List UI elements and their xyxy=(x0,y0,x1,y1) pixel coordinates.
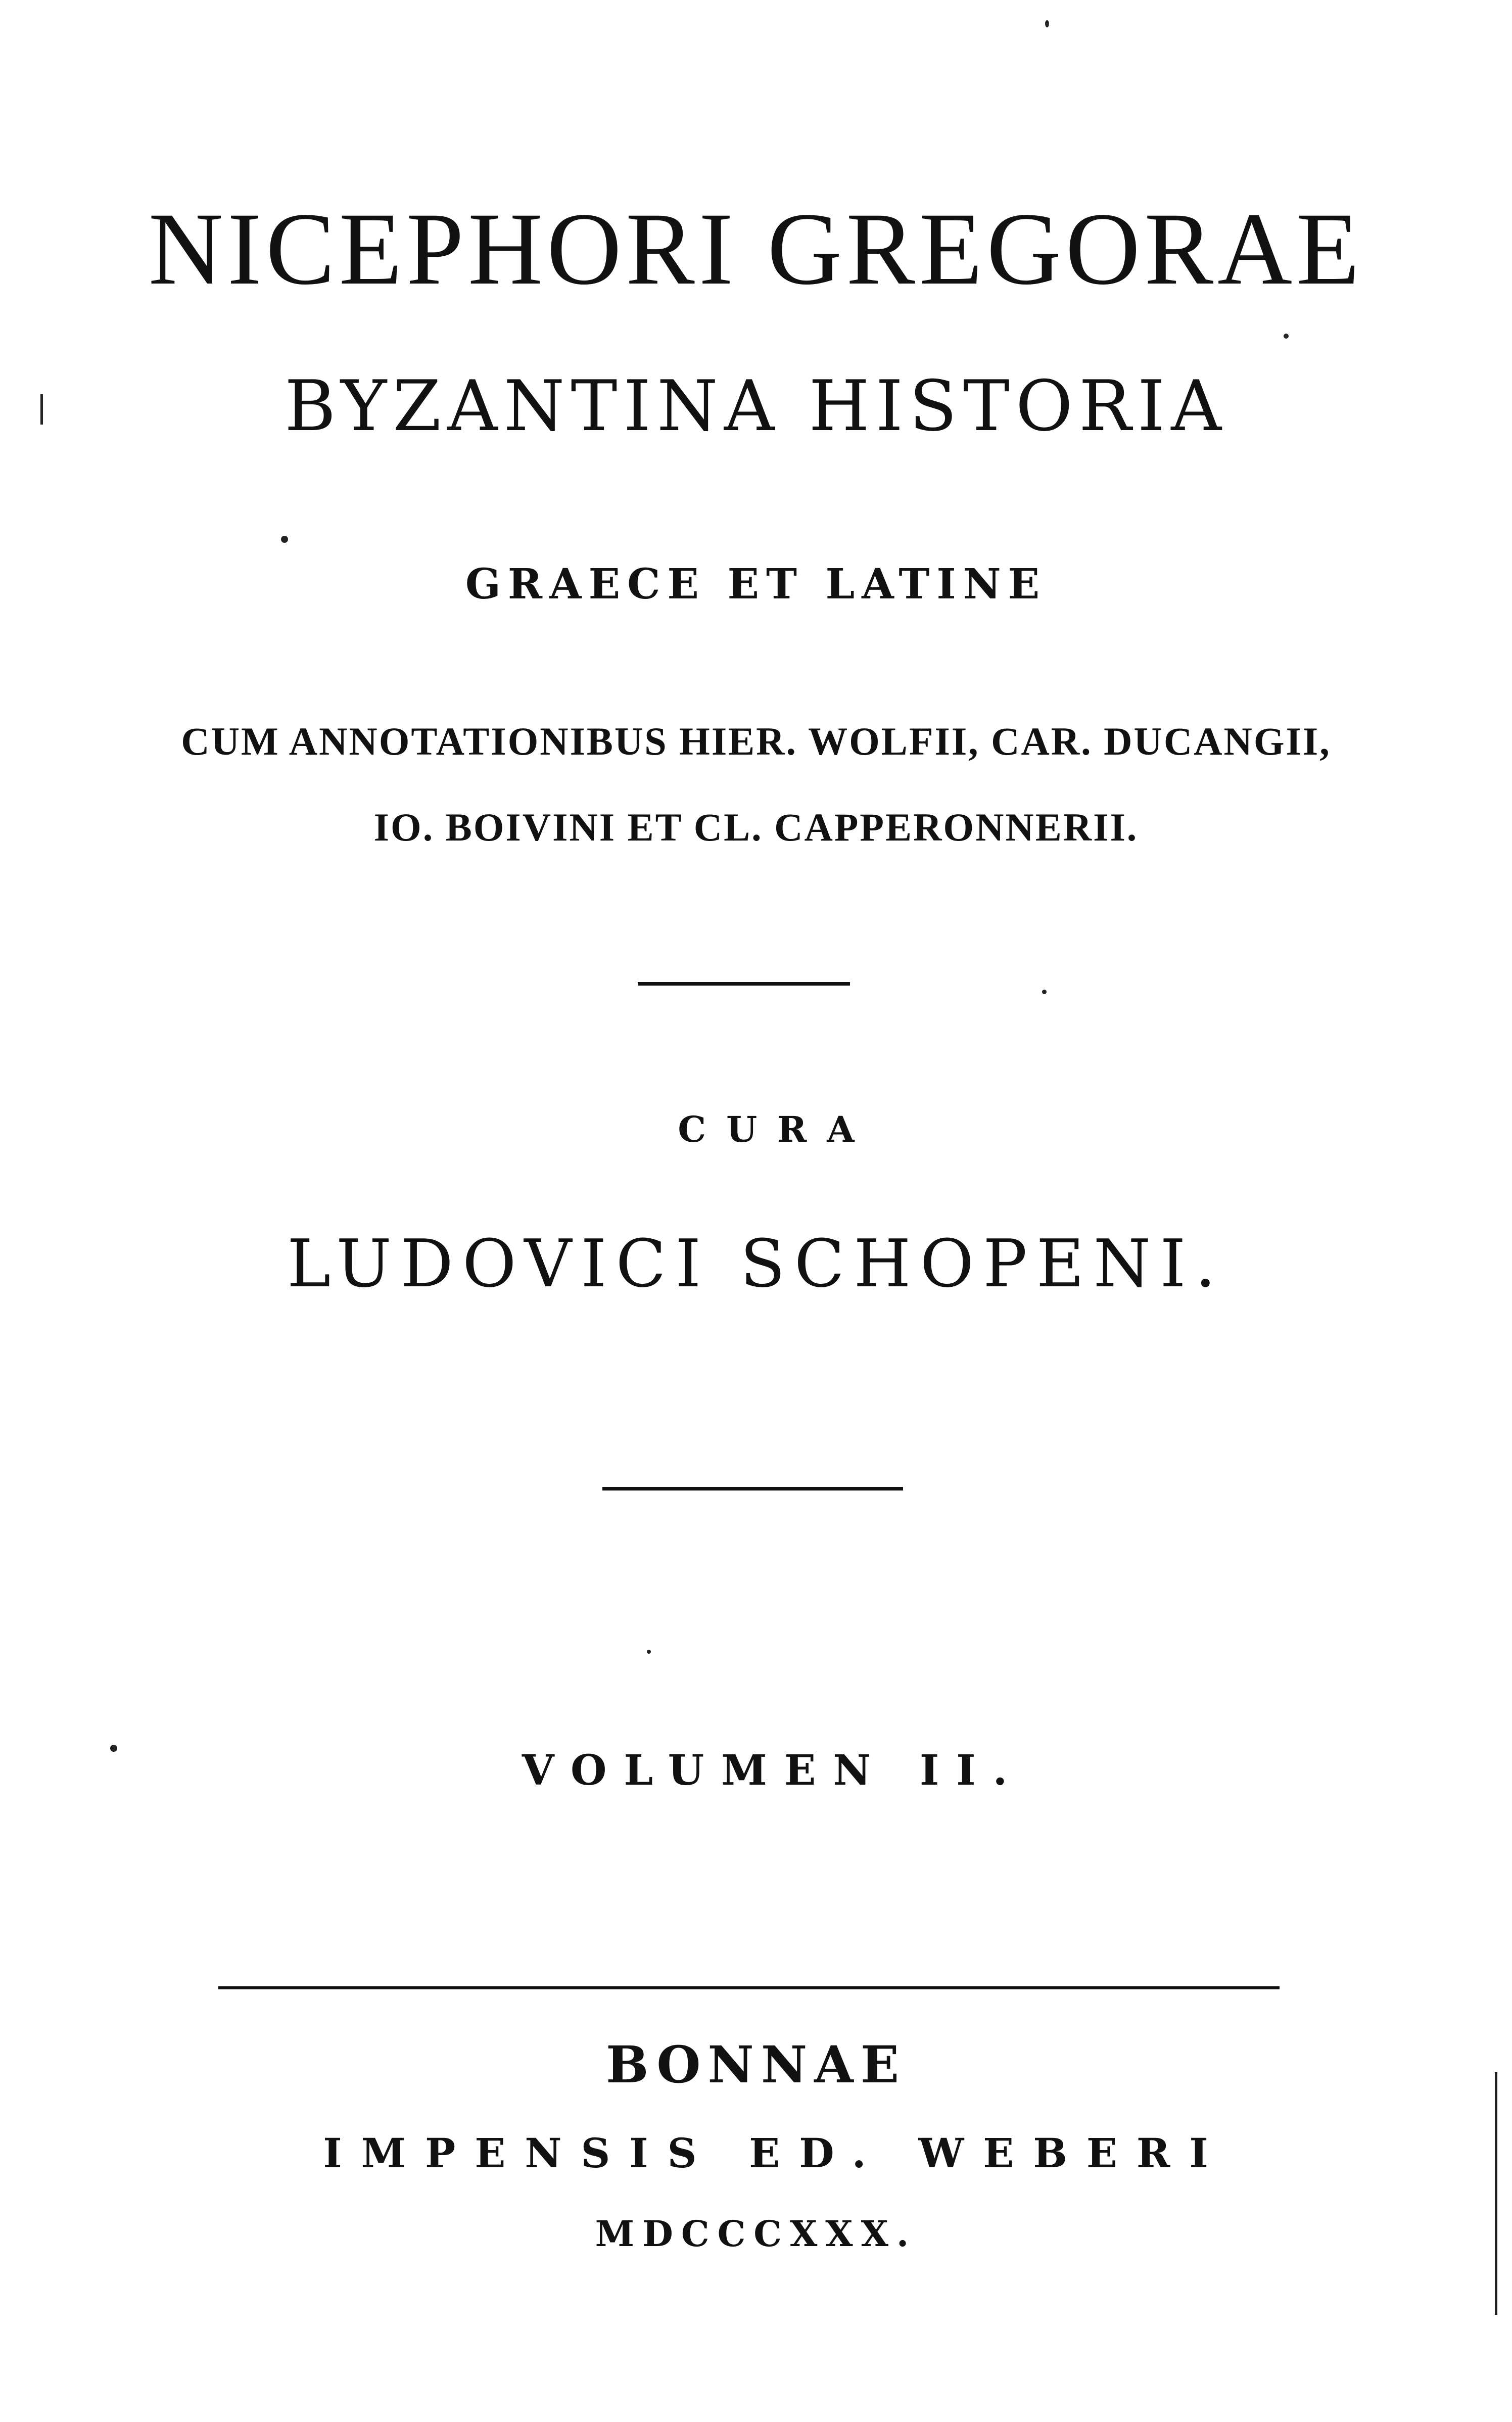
scan-speck xyxy=(1045,20,1049,27)
scan-speck xyxy=(110,1745,117,1752)
languages-line: GRAECE ET LATINE xyxy=(465,560,1047,609)
divider-rule-1 xyxy=(638,982,850,986)
divider-rule-3 xyxy=(218,1986,1280,1989)
scan-speck xyxy=(1284,334,1289,339)
scan-speck xyxy=(281,536,288,543)
divider-rule-2 xyxy=(602,1487,903,1491)
annotations-line-1: CUM ANNOTATIONIBUS HIER. WOLFII, CAR. DUCANGII, xyxy=(181,719,1331,763)
editor-name: LUDOVICI SCHOPENI. xyxy=(287,1225,1225,1302)
scan-edge-mark xyxy=(40,394,43,425)
scan-speck xyxy=(647,1650,651,1654)
annotations-line-2: IO. BOIVINI ET CL. CAPPERONNERII. xyxy=(373,805,1139,849)
volume-label: VOLUMEN II. xyxy=(522,1746,1025,1795)
scan-speck xyxy=(1042,990,1047,994)
imprint-year: MDCCCXXX. xyxy=(595,2213,917,2255)
author-name: NICEPHORI GREGORAE xyxy=(148,192,1364,306)
imprint-printer: IMPENSIS ED. WEBERI xyxy=(323,2129,1227,2177)
cura-label: CURA xyxy=(678,1108,875,1150)
work-title: BYZANTINA HISTORIA xyxy=(285,365,1227,447)
imprint-city: BONNAE xyxy=(605,2035,907,2094)
scan-edge-mark xyxy=(1495,2072,1497,2315)
